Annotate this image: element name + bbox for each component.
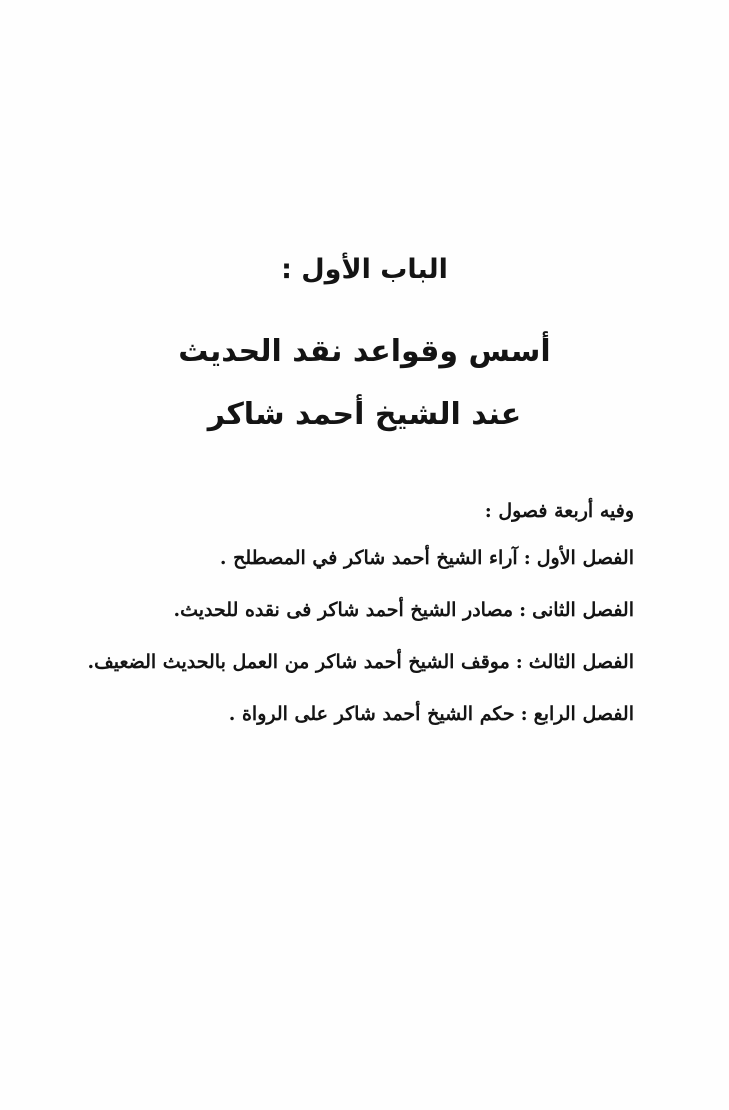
section-name: الفصل الثانى — [532, 599, 634, 621]
section-item-2 — [87, 595, 634, 625]
section-item-3 — [87, 647, 634, 677]
section-name: الفصل الثالث — [528, 651, 634, 673]
section-item-4 — [87, 699, 634, 729]
sections-intro: وفيه أربعة فصول : — [484, 500, 634, 522]
section-item-1 — [87, 543, 634, 573]
sections-list — [87, 543, 634, 751]
chapter-title-line-1: أسس وقواعد نقد الحديث — [178, 334, 551, 369]
section-name: الفصل الأول — [536, 547, 634, 569]
chapter-label: الباب الأول : — [281, 254, 448, 285]
section-separator: : — [519, 599, 527, 621]
chapter-title-line-2: عند الشيخ أحمد شاكر — [207, 397, 522, 432]
section-title: مصادر الشيخ أحمد شاكر فى نقده للحديث. — [173, 599, 514, 621]
section-separator: : — [515, 651, 523, 673]
section-separator: : — [520, 703, 528, 725]
section-title: موقف الشيخ أحمد شاكر من العمل بالحديث الضعيف. — [87, 651, 510, 673]
section-name: الفصل الرابع — [533, 703, 634, 725]
section-title: حكم الشيخ أحمد شاكر على الرواة . — [228, 703, 515, 725]
section-title: آراء الشيخ أحمد شاكر في المصطلح . — [219, 547, 518, 569]
section-separator: : — [523, 547, 531, 569]
